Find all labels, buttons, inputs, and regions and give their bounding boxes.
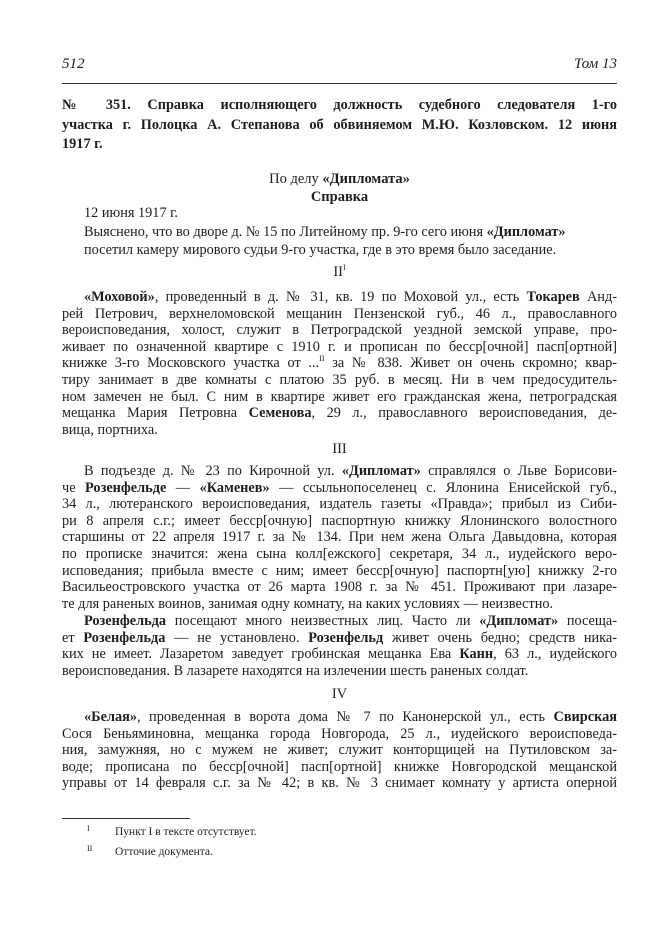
text-line (62, 726, 617, 743)
bold-name: Розенфельд (308, 629, 384, 646)
footnote-mark: II (87, 844, 93, 853)
paragraph-rozenfeld-visitors (62, 613, 617, 679)
text-line (62, 630, 617, 647)
text-run: те для раненых воинов, занимая одну комнату, на каких условиях — неизвестно. (62, 595, 554, 612)
text-line (62, 463, 617, 480)
text-line (62, 389, 617, 406)
text-run: исповедания; прибыла вместе с ним; имеет бесср[очную] паспортн[ую] книжку 2-го (62, 562, 617, 579)
text-run: Сося Беньяминовна, мещанка города Новгорода, 25 л., иудейского вероисповеда- (62, 725, 617, 742)
text-run: Васильеостровского участка от 26 марта 1908 г. за № 451. Проживают при лазаре- (62, 579, 617, 596)
bold-name: «Белая» (84, 709, 137, 725)
text-run: — (166, 479, 200, 496)
bold-name: «Дипломат» (486, 223, 566, 240)
bold-name: «Дипломат» (479, 613, 559, 629)
text-line (62, 405, 617, 422)
bold-name: Канн (459, 646, 494, 663)
footnote-ref: I (343, 263, 346, 272)
text-run: , проведенный в д. № 31, кв. 19 по Моховой ул., есть (154, 289, 527, 305)
running-header (62, 56, 617, 73)
text-run: № 351. Справка исполняющего должность судебного следователя 1-го (62, 97, 617, 113)
text-line (62, 496, 617, 513)
text-run: — не установлено. (165, 629, 309, 646)
text-run: ет (62, 629, 84, 646)
text-line (62, 613, 617, 630)
text-run: ких не имеет. Лазаретом заведует гробинская мещанка Ева (62, 646, 460, 663)
text-line (62, 579, 617, 596)
footnote-rule (62, 818, 190, 819)
text-run: за № 838. Живет он очень скромно; квар- (324, 355, 617, 372)
text-run: книжке 3-го Московского участка от ... (62, 355, 320, 372)
bold-name: «Каменев» (199, 479, 270, 496)
text-line (62, 204, 617, 223)
bold-name: «Дипломат» (341, 463, 421, 479)
text-run: посетил камеру мирового судьи 9-го участка, где в это время было заседание. (84, 242, 557, 258)
text-run: Выяснено, что во дворе д. № 15 по Литейному пр. 9-го сего июня (84, 223, 487, 240)
case-name: «Дипломата» (322, 171, 410, 187)
doc-heading: Справка (310, 189, 369, 205)
case-prefix: По делу (269, 171, 323, 187)
text-line (62, 372, 617, 389)
text-run: , 63 л., иудейского (493, 646, 617, 663)
section-heading-iv: IV (331, 686, 348, 702)
bold-name: Розенфельде (85, 479, 167, 496)
paragraph-belaya (62, 709, 617, 792)
document-title (62, 97, 617, 156)
text-run: 12 июня 1917 г. (84, 205, 178, 221)
bold-name: Розенфельда (83, 629, 166, 646)
text-run: В подъезде д. № 23 по Кирочной ул. (84, 463, 342, 479)
text-line (62, 546, 617, 563)
text-run: вероисповедания, холост, служит в Петроградской уездной земской управе, про- (62, 322, 617, 339)
text-line (62, 529, 617, 546)
text-run: 1917 г. (62, 136, 103, 153)
text-line (62, 563, 617, 580)
volume-label: Том 13 (573, 56, 617, 72)
text-line (62, 223, 617, 242)
text-run: ри 8 апреля с.г.; имеет бесср[очную] паспортную книжку Ялонинского волостного (62, 512, 617, 529)
text-run: живет очень бедно; средств ника- (383, 629, 617, 646)
text-run: участка г. Полоцка А. Степанова об обвиняемом М.Ю. Козловском. 12 июня (62, 116, 617, 133)
section-heading-iii: III (332, 441, 347, 457)
text-line (62, 322, 617, 339)
text-run: посещают много неизвестных лиц. Часто ли (166, 613, 480, 629)
text-line (62, 663, 617, 680)
text-line (62, 289, 617, 306)
paragraph-rozenfeld (62, 463, 617, 612)
text-line (62, 646, 617, 663)
text-run: управы от 14 февраля с.г. за № 42; в кв. № 3 снимает комнату у артиста оперной (62, 775, 617, 792)
text-run: Анд- (579, 289, 617, 305)
header-rule (62, 83, 617, 84)
text-run: , проведенная в ворота дома № 7 по Канонерской ул., есть (137, 709, 554, 725)
text-run: живает по означенной квартире с 1910 г. и прописан по бесср[очной] пасп[ортной] (62, 338, 617, 355)
text-run: вица, портниха. (62, 421, 158, 438)
bold-name: Свирская (553, 709, 617, 725)
text-run: справлялся о Льве Борисови- (420, 463, 617, 479)
text-line (62, 241, 617, 260)
text-run: ном замечен не был. С ним в квартире живет его гражданская жена, петроградская (62, 388, 617, 405)
footnote-text: Отточие документа. (115, 846, 213, 858)
text-line (62, 742, 617, 759)
text-line (62, 355, 617, 372)
footnote-ref: II (319, 354, 325, 364)
text-run: воде; прописана по бесср[очной] пасп[ортной] книжке Новгородской мещанской (62, 758, 617, 775)
text-line (62, 513, 617, 530)
text-run: тиру занимает в две комнаты с платою 35 руб. в месяц. Ни в чем предосудитель- (62, 371, 617, 388)
bold-name: Розенфельда (84, 613, 167, 629)
text-run: посеща- (558, 613, 617, 629)
text-run: рей Петрович, верхнеломовской мещанин Пензенской губ., 46 л., православного (62, 305, 617, 322)
text-line (62, 97, 617, 117)
bold-name: «Моховой» (84, 289, 155, 305)
text-run: ния, замужняя, но с мужем не живет; служит конторщицей на Путиловском за- (62, 742, 617, 759)
text-line (62, 709, 617, 726)
text-run: че (62, 479, 86, 496)
text-run: — ссыльнопоселенец с. Ялонина Енисейской губ., (269, 479, 617, 496)
section-heading-ii (62, 264, 617, 281)
bold-name: Токарев (526, 289, 580, 305)
bold-name: Семенова (248, 405, 312, 422)
text-run: старшины от 22 апреля 1917 г. за № 134. При нем жена Ольга Давыдовна, которая (62, 529, 617, 546)
text-line (62, 759, 617, 776)
text-line (62, 596, 617, 613)
footnote-mark: I (87, 824, 90, 833)
section-numeral: II (333, 264, 343, 280)
case-line (62, 171, 617, 188)
text-line (62, 422, 617, 439)
text-run: мещанка Мария Петровна (62, 405, 249, 422)
text-line (62, 306, 617, 323)
page-number: 512 (62, 56, 85, 72)
text-line (62, 480, 617, 497)
text-run: , 29 л., православного вероисповедания, де- (311, 405, 617, 422)
paragraph-mokhovoy (62, 289, 617, 438)
footnote-text: Пункт I в тексте отсутствует. (115, 826, 257, 838)
text-line (62, 117, 617, 137)
text-line (62, 136, 617, 156)
text-run: вероисповедания. В лазарете находятся на излечении шесть раненых солдат. (62, 662, 529, 679)
text-line (62, 775, 617, 792)
text-line (62, 339, 617, 356)
intro-paragraph (62, 204, 617, 260)
text-run: по прописке значится: жена сына колл[ежского] секретаря, 34 л., иудейского веро- (62, 545, 617, 562)
text-run: 34 л., лютеранского вероисповедания, издатель газеты «Правда»; прибыл из Сиби- (62, 496, 617, 513)
